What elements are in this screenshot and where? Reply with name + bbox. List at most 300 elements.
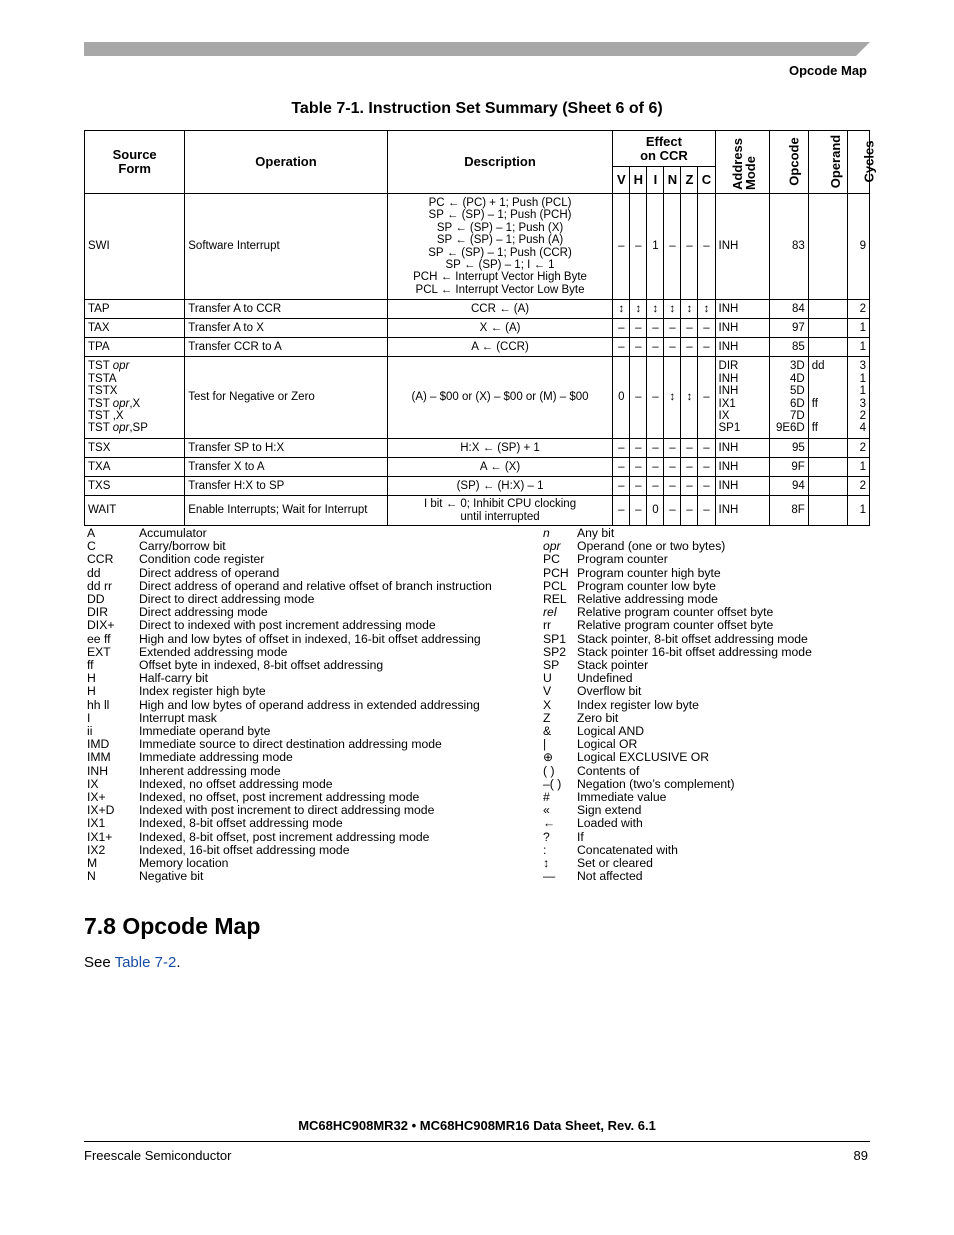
header-opcode-label: Opcode: [786, 137, 802, 186]
cell-description: A ← (CCR): [387, 338, 613, 357]
cell-ccr-n: –: [664, 477, 681, 496]
cell-operation: Transfer H:X to SP: [185, 477, 388, 496]
source-line: [88, 240, 181, 252]
cell-ccr-n: –: [664, 439, 681, 458]
legend-symbol: PC: [543, 552, 560, 567]
legend-symbol: SP: [543, 658, 560, 673]
legend-symbol: rr: [543, 618, 552, 633]
cell-operation: Transfer X to A: [185, 458, 388, 477]
legend-definition: Negation (two’s complement): [577, 776, 735, 791]
legend-entry: [543, 831, 812, 844]
legend-symbol: ↕: [543, 856, 550, 871]
header-operand-label: Operand: [827, 135, 843, 189]
cell-ccr-i: –: [647, 458, 664, 477]
source-line: [88, 410, 181, 422]
cell-description: PC ← (PC) + 1; Push (PCL) SP ← (SP) – 1; Push (PCH) SP ← (SP) – 1; Push (X) SP ← (SP) – 1; Push (A) SP ← (SP) – 1; Push (CCR) SP ← (SP) – 1; I ← 1 PCH ← Interrupt Vector High Byte PCL ← Interrupt Vector Low Byte: [387, 194, 613, 300]
cell-description: H:X ← (SP) + 1: [387, 439, 613, 458]
legend-definition: Program counter: [577, 552, 668, 567]
source-line: [88, 398, 181, 410]
legend-definition: If: [577, 829, 584, 844]
source-mnemonic: TXA: [88, 460, 111, 473]
legend-left: [87, 527, 492, 883]
legend-symbol: —: [543, 869, 556, 884]
cell-source-form: [85, 319, 185, 338]
cell-ccr-c: –: [698, 319, 715, 338]
table-7-2-link[interactable]: Table 7-2: [114, 954, 177, 971]
footer-page-number: 89: [853, 1148, 868, 1163]
source-line: [88, 373, 181, 385]
cell-operand: [808, 477, 847, 496]
cell-operand: dd ff ff: [808, 357, 847, 439]
cell-description: I bit ← 0; Inhibit CPU clocking until interrupted: [387, 496, 613, 526]
legend-definition: Logical OR: [577, 737, 638, 752]
table-row: [85, 439, 870, 458]
cell-ccr-v: ↕: [613, 300, 630, 319]
legend-symbol: IMD: [87, 737, 110, 752]
legend-symbol: ii: [87, 724, 93, 739]
legend-symbol: INH: [87, 763, 108, 778]
legend-entry: [543, 817, 812, 830]
header-ccr-bit-c: C: [698, 167, 715, 194]
legend-symbol: ee ff: [87, 631, 111, 646]
legend-entry: [87, 633, 492, 646]
cell-ccr-z: ↕: [681, 300, 698, 319]
cell-operation: Transfer SP to H:X: [185, 439, 388, 458]
legend-symbol: n: [543, 526, 550, 540]
cell-cycles: 1: [847, 496, 869, 526]
header-ccr-bit-h: H: [630, 167, 647, 194]
cell-cycles: 3 1 1 3 2 4: [847, 357, 869, 439]
legend-symbol: IMM: [87, 750, 111, 765]
legend-right: [543, 527, 812, 883]
cell-opcode: 85: [769, 338, 808, 357]
cell-source-form: [85, 458, 185, 477]
legend-symbol: SP1: [543, 631, 567, 646]
legend-entry: [87, 699, 492, 712]
cell-operand: [808, 496, 847, 526]
cell-ccr-c: –: [698, 357, 715, 439]
cell-cycles: 1: [847, 338, 869, 357]
cell-ccr-c: ↕: [698, 300, 715, 319]
cell-ccr-h: –: [630, 439, 647, 458]
cell-operand: [808, 338, 847, 357]
source-mnemonic: TST: [88, 360, 113, 373]
legend-definition: Indexed, no offset addressing mode: [139, 776, 333, 791]
cell-source-form: [85, 439, 185, 458]
source-line: [88, 360, 181, 372]
legend-symbol: –( ): [543, 776, 562, 791]
cell-ccr-i: ↕: [647, 300, 664, 319]
legend-symbol: ff: [87, 658, 94, 673]
source-operand: opr: [112, 360, 130, 373]
cell-ccr-i: –: [647, 439, 664, 458]
cell-ccr-z: –: [681, 477, 698, 496]
header-ccr-bit-z: Z: [681, 167, 698, 194]
source-mnemonic: WAIT: [88, 504, 117, 517]
legend-symbol: |: [543, 737, 547, 752]
legend-definition: Carry/borrow bit: [139, 539, 226, 554]
cell-ccr-h: –: [630, 496, 647, 526]
source-mnemonic: TAP: [88, 302, 110, 315]
header-cycles-label: Cycles: [861, 140, 877, 183]
legend-definition: Loaded with: [577, 816, 643, 831]
legend-symbol: EXT: [87, 644, 111, 659]
cell-cycles: 2: [847, 477, 869, 496]
source-line: [88, 461, 181, 473]
cell-ccr-c: –: [698, 439, 715, 458]
cell-source-form: [85, 194, 185, 300]
cell-ccr-z: –: [681, 496, 698, 526]
legend-symbol: rel: [543, 605, 557, 620]
cell-ccr-v: –: [613, 338, 630, 357]
legend-definition: Direct to direct addressing mode: [139, 592, 315, 607]
legend-definition: Immediate value: [577, 790, 667, 805]
cell-ccr-i: 1: [647, 194, 664, 300]
source-line: [88, 422, 181, 434]
cell-opcode: 95: [769, 439, 808, 458]
cell-ccr-n: –: [664, 338, 681, 357]
legend-symbol: DIR: [87, 605, 108, 620]
cell-opcode: 8F: [769, 496, 808, 526]
cell-address-mode: INH: [715, 439, 769, 458]
cell-opcode: 9F: [769, 458, 808, 477]
legend-definition: Indexed, 16-bit offset addressing mode: [139, 842, 350, 857]
cell-ccr-n: ↕: [664, 300, 681, 319]
legend-symbol: REL: [543, 592, 567, 607]
legend-definition: Condition code register: [139, 552, 265, 567]
cell-ccr-v: –: [613, 194, 630, 300]
legend-definition: High and low bytes of operand address in extended addressing: [139, 697, 480, 712]
legend-entry: [543, 633, 812, 646]
legend-definition: Negative bit: [139, 869, 204, 884]
source-line: [88, 341, 181, 353]
legend-symbol: IX2: [87, 842, 106, 857]
cell-ccr-i: 0: [647, 496, 664, 526]
legend-entry: [543, 619, 812, 632]
cell-opcode: 84: [769, 300, 808, 319]
cell-operation: Transfer A to X: [185, 319, 388, 338]
source-mnemonic: TSTX: [88, 385, 118, 398]
legend-definition: Inherent addressing mode: [139, 763, 281, 778]
legend-entry: [87, 765, 492, 778]
legend-symbol: IX+D: [87, 803, 115, 818]
cell-ccr-z: ↕: [681, 357, 698, 439]
cell-ccr-h: –: [630, 194, 647, 300]
legend-symbol: &: [543, 724, 552, 739]
cell-ccr-i: –: [647, 477, 664, 496]
source-line: [88, 504, 181, 516]
table-row: [85, 319, 870, 338]
cell-address-mode: INH: [715, 194, 769, 300]
table-row: [85, 194, 870, 300]
cell-address-mode: DIR INH INH IX1 IX SP1: [715, 357, 769, 439]
header-opcode: [769, 131, 808, 194]
legend-definition: Contents of: [577, 763, 640, 778]
legend-definition: Direct addressing mode: [139, 605, 268, 620]
legend-definition: Sign extend: [577, 803, 642, 818]
cell-cycles: 1: [847, 319, 869, 338]
source-mnemonic: TSX: [88, 441, 111, 454]
legend-definition: Stack pointer 16-bit offset addressing mode: [577, 644, 812, 659]
legend-symbol: U: [543, 671, 552, 686]
legend-definition: Logical EXCLUSIVE OR: [577, 750, 710, 765]
legend-definition: High and low bytes of offset in indexed, 16-bit offset addressing: [139, 631, 481, 646]
legend-entry: [543, 751, 812, 764]
cell-source-form: [85, 357, 185, 439]
legend-symbol: DD: [87, 592, 105, 607]
legend-entry: [87, 553, 492, 566]
legend-symbol: IX: [87, 776, 99, 791]
legend-entry: [543, 553, 812, 566]
legend-definition: Offset byte in indexed, 8-bit offset addressing: [139, 658, 384, 673]
legend-definition: Index register high byte: [139, 684, 266, 699]
table-row: [85, 496, 870, 526]
cell-source-form: [85, 300, 185, 319]
source-mnemonic: TST ,X: [88, 409, 124, 422]
legend-entry: [87, 831, 492, 844]
cell-ccr-v: –: [613, 496, 630, 526]
legend-definition: Set or cleared: [577, 856, 653, 871]
legend-symbol: DIX+: [87, 618, 115, 633]
header-address-mode: [715, 131, 769, 194]
cell-description: X ← (A): [387, 319, 613, 338]
table-row: [85, 300, 870, 319]
cell-opcode: 97: [769, 319, 808, 338]
source-mnemonic: SWI: [88, 240, 110, 253]
cell-ccr-v: –: [613, 458, 630, 477]
source-mnemonic: TST: [88, 397, 113, 410]
cell-opcode: 3D 4D 5D 6D 7D 9E6D: [769, 357, 808, 439]
legend-entry: [543, 765, 812, 778]
legend-definition: Undefined: [577, 671, 633, 686]
legend-definition: Immediate operand byte: [139, 724, 271, 739]
cell-ccr-i: –: [647, 357, 664, 439]
cell-ccr-n: –: [664, 496, 681, 526]
cell-operation: Transfer CCR to A: [185, 338, 388, 357]
running-head: Opcode Map: [788, 63, 867, 78]
source-mnemonic: TXS: [88, 479, 111, 492]
legend-definition: Indexed with post increment to direct addressing mode: [139, 803, 435, 818]
legend-entry: [543, 567, 812, 580]
legend-symbol: IX1+: [87, 829, 113, 844]
legend-symbol: PCH: [543, 565, 569, 580]
legend-entry: [87, 685, 492, 698]
legend-entry: [87, 817, 492, 830]
legend-symbol: Z: [543, 710, 551, 725]
cell-ccr-h: ↕: [630, 300, 647, 319]
legend-symbol: C: [87, 539, 96, 554]
cell-operand: [808, 319, 847, 338]
legend-definition: Direct address of operand: [139, 565, 280, 580]
header-operation: Operation: [185, 131, 388, 194]
legend-symbol: A: [87, 526, 96, 540]
cell-operation: Transfer A to CCR: [185, 300, 388, 319]
header-bar: [84, 42, 870, 56]
header-ccr-bit-i: I: [647, 167, 664, 194]
cell-operand: [808, 458, 847, 477]
legend-definition: Operand (one or two bytes): [577, 539, 726, 554]
instruction-set-table: [84, 130, 877, 526]
source-line: [88, 442, 181, 454]
legend-definition: Stack pointer, 8-bit offset addressing mode: [577, 631, 808, 646]
legend-symbol: CCR: [87, 552, 114, 567]
cell-ccr-v: –: [613, 319, 630, 338]
cell-operation: Software Interrupt: [185, 194, 388, 300]
cell-ccr-z: –: [681, 338, 698, 357]
section-title: 7.8 Opcode Map: [84, 913, 261, 939]
source-mnemonic: TAX: [88, 321, 110, 334]
legend-definition: Relative addressing mode: [577, 592, 718, 607]
legend-definition: Extended addressing mode: [139, 644, 288, 659]
legend-symbol: ⊕: [543, 750, 554, 765]
see-suffix: .: [176, 954, 181, 971]
cell-ccr-n: ↕: [664, 357, 681, 439]
cell-source-form: [85, 477, 185, 496]
cell-ccr-c: –: [698, 338, 715, 357]
legend-symbol: H: [87, 684, 96, 699]
legend-definition: Direct to indexed with post increment addressing mode: [139, 618, 436, 633]
source-operand: opr: [112, 422, 130, 435]
table-title: Table 7-1. Instruction Set Summary (Sheet 6 of 6): [291, 100, 663, 117]
header-ccr-bit-n: N: [664, 167, 681, 194]
cell-ccr-z: –: [681, 319, 698, 338]
cell-description: (SP) ← (H:X) – 1: [387, 477, 613, 496]
header-ccr-bit-v: V: [613, 167, 630, 194]
cell-operation: Enable Interrupts; Wait for Interrupt: [185, 496, 388, 526]
source-suffix: ,SP: [129, 422, 148, 435]
legend-entry: [87, 619, 492, 632]
legend-symbol: PCL: [543, 578, 567, 593]
cell-ccr-c: –: [698, 194, 715, 300]
legend-symbol: dd: [87, 565, 101, 580]
footer-doc-title: MC68HC908MR32 • MC68HC908MR16 Data Sheet, Rev. 6.1: [298, 1118, 656, 1133]
cell-description: CCR ← (A): [387, 300, 613, 319]
legend-definition: Accumulator: [139, 526, 207, 540]
cell-cycles: 1: [847, 458, 869, 477]
source-suffix: ,X: [129, 397, 141, 410]
table-row: [85, 458, 870, 477]
legend-symbol: I: [87, 710, 91, 725]
legend-definition: Interrupt mask: [139, 710, 217, 725]
header-address-mode-label: Address Mode: [729, 137, 758, 190]
cell-description: (A) – $00 or (X) – $00 or (M) – $00: [387, 357, 613, 439]
cell-ccr-z: –: [681, 439, 698, 458]
legend-definition: Direct address of operand and relative offset of branch instruction: [139, 578, 492, 593]
cell-ccr-v: –: [613, 477, 630, 496]
cell-address-mode: INH: [715, 458, 769, 477]
legend-definition: Immediate addressing mode: [139, 750, 293, 765]
cell-source-form: [85, 338, 185, 357]
legend-symbol: :: [543, 842, 547, 857]
cell-ccr-h: –: [630, 357, 647, 439]
legend-symbol: X: [543, 697, 552, 712]
cell-ccr-c: –: [698, 458, 715, 477]
cell-address-mode: INH: [715, 338, 769, 357]
legend-entry: [87, 751, 492, 764]
cell-ccr-h: –: [630, 319, 647, 338]
header-effect-on-ccr: Effect on CCR: [613, 131, 715, 167]
source-mnemonic: TST: [88, 422, 113, 435]
cell-address-mode: INH: [715, 496, 769, 526]
legend-definition: Logical AND: [577, 724, 645, 739]
cell-ccr-i: –: [647, 319, 664, 338]
cell-operand: [808, 194, 847, 300]
source-line: [88, 480, 181, 492]
legend-symbol: ( ): [543, 763, 555, 778]
footer-divider: [84, 1141, 870, 1142]
legend-symbol: dd rr: [87, 578, 113, 593]
source-operand: opr: [112, 397, 130, 410]
header-source-form: Source Form: [85, 131, 185, 194]
legend-symbol: IX+: [87, 790, 106, 805]
cell-operation: Test for Negative or Zero: [185, 357, 388, 439]
legend-definition: Indexed, 8-bit offset, post increment addressing mode: [139, 829, 430, 844]
legend-definition: Not affected: [577, 869, 643, 884]
cell-opcode: 94: [769, 477, 808, 496]
source-mnemonic: TPA: [88, 340, 110, 353]
header-description: Description: [387, 131, 613, 194]
legend-definition: Relative program counter offset byte: [577, 618, 774, 633]
legend-definition: Program counter low byte: [577, 578, 716, 593]
cell-ccr-h: –: [630, 458, 647, 477]
source-line: [88, 303, 181, 315]
cell-ccr-h: –: [630, 477, 647, 496]
legend-entry: [543, 870, 812, 883]
legend-entry: [87, 567, 492, 580]
source-line: [88, 322, 181, 334]
legend-definition: Immediate source to direct destination addressing mode: [139, 737, 442, 752]
legend-definition: Memory location: [139, 856, 229, 871]
legend-symbol: V: [543, 684, 552, 699]
cell-description: A ← (X): [387, 458, 613, 477]
legend-definition: Stack pointer: [577, 658, 649, 673]
legend-symbol: opr: [543, 539, 561, 554]
legend-symbol: «: [543, 803, 550, 818]
cell-ccr-i: –: [647, 338, 664, 357]
legend-symbol: ←: [543, 816, 556, 831]
legend-definition: Indexed, no offset, post increment addressing mode: [139, 790, 420, 805]
cell-source-form: [85, 496, 185, 526]
legend-definition: Index register low byte: [577, 697, 699, 712]
cell-ccr-z: –: [681, 194, 698, 300]
cell-ccr-h: –: [630, 338, 647, 357]
cell-ccr-n: –: [664, 458, 681, 477]
cell-ccr-v: –: [613, 439, 630, 458]
cell-address-mode: INH: [715, 477, 769, 496]
header-operand: [808, 131, 847, 194]
cell-ccr-c: –: [698, 477, 715, 496]
footer-company: Freescale Semiconductor: [84, 1148, 232, 1163]
legend-entry: [543, 685, 812, 698]
table-row: [85, 357, 870, 439]
cell-ccr-n: –: [664, 194, 681, 300]
legend-entry: [543, 699, 812, 712]
legend-definition: Overflow bit: [577, 684, 642, 699]
see-prefix: See: [84, 954, 115, 971]
cell-ccr-v: 0: [613, 357, 630, 439]
cell-cycles: 2: [847, 300, 869, 319]
cell-operand: [808, 439, 847, 458]
cell-ccr-n: –: [664, 319, 681, 338]
cell-opcode: 83: [769, 194, 808, 300]
source-mnemonic: TSTA: [88, 372, 117, 385]
legend-symbol: M: [87, 856, 98, 871]
legend-symbol: IX1: [87, 816, 106, 831]
legend-symbol: N: [87, 869, 96, 884]
cell-address-mode: INH: [715, 319, 769, 338]
cell-cycles: 2: [847, 439, 869, 458]
source-line: [88, 385, 181, 397]
